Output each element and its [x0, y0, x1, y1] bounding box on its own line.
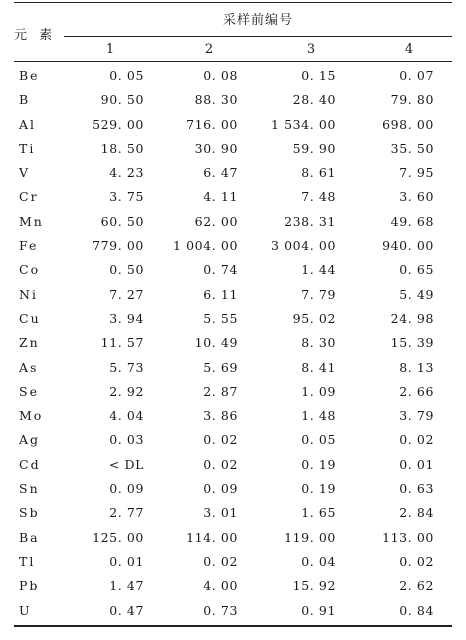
value-cell-sample-4: 0. 84	[399, 602, 434, 618]
value-cell-sample-3: 0. 19	[301, 481, 336, 497]
table-row	[14, 331, 452, 355]
value-cell-sample-4: 0. 07	[399, 68, 434, 83]
value-cell-sample-1: 4. 23	[109, 165, 144, 181]
element-symbol: Al	[19, 116, 37, 132]
element-symbol: Cu	[19, 310, 41, 326]
value-cell-sample-3: 1 534. 00	[270, 116, 336, 132]
table-row	[14, 258, 452, 282]
element-symbol: Pb	[19, 578, 40, 594]
value-cell-sample-1: 3. 94	[109, 310, 144, 326]
table-row	[14, 88, 452, 112]
table-row	[14, 113, 452, 137]
column-header-3: 3	[306, 42, 316, 57]
value-cell-sample-1: 125. 00	[92, 529, 144, 545]
table-row	[14, 185, 452, 209]
value-cell-sample-3: 8. 41	[301, 359, 336, 375]
value-cell-sample-4: 8. 13	[399, 359, 434, 375]
value-cell-sample-4: 24. 98	[390, 310, 434, 326]
element-symbol: As	[19, 359, 39, 375]
group-header-rule	[64, 36, 452, 37]
table-row	[14, 356, 452, 380]
column-header-1: 1	[105, 42, 115, 57]
table-row	[14, 161, 452, 185]
value-cell-sample-2: 0. 02	[203, 553, 238, 569]
value-cell-sample-1: 4. 04	[109, 408, 144, 424]
value-cell-sample-1: 5. 73	[109, 359, 144, 375]
value-cell-sample-3: 1. 09	[301, 383, 336, 399]
value-cell-sample-2: 0. 09	[203, 481, 238, 497]
element-symbol: Fe	[19, 238, 39, 254]
value-cell-sample-2: 0. 08	[203, 68, 238, 83]
table-row	[14, 283, 452, 307]
value-cell-sample-2: 10. 49	[194, 335, 238, 351]
element-symbol: Sb	[19, 505, 40, 521]
value-cell-sample-1: 0. 05	[109, 68, 144, 83]
bottom-rule	[14, 625, 452, 627]
table-row	[14, 234, 452, 258]
table-row	[14, 501, 452, 525]
value-cell-sample-2: 0. 02	[203, 456, 238, 472]
value-cell-sample-1: 779. 00	[92, 238, 144, 254]
value-cell-sample-3: 7. 79	[301, 286, 336, 302]
element-column-header: 元 素	[14, 28, 57, 43]
element-symbol: B	[19, 92, 31, 108]
value-cell-sample-3: 0. 15	[301, 68, 336, 83]
value-cell-sample-1: 0. 09	[109, 481, 144, 497]
value-cell-sample-1: 0. 50	[109, 262, 144, 278]
value-cell-sample-4: 2. 62	[399, 578, 434, 594]
value-cell-sample-4: 113. 00	[382, 529, 434, 545]
value-cell-sample-2: 62. 00	[194, 213, 238, 229]
value-cell-sample-4: 0. 63	[399, 481, 434, 497]
value-cell-sample-4: 0. 65	[399, 262, 434, 278]
value-cell-sample-3: 1. 48	[301, 408, 336, 424]
value-cell-sample-1: 0. 01	[109, 553, 144, 569]
value-cell-sample-4: 0. 02	[399, 432, 434, 448]
value-cell-sample-1: 2. 92	[109, 383, 144, 399]
value-cell-sample-3: 238. 31	[284, 213, 336, 229]
value-cell-sample-2: 5. 55	[203, 310, 238, 326]
column-header-4: 4	[404, 42, 414, 57]
value-cell-sample-4: 2. 66	[399, 383, 434, 399]
element-symbol: Cr	[19, 189, 39, 205]
value-cell-sample-4: 0. 02	[399, 553, 434, 569]
value-cell-sample-1: 11. 57	[100, 335, 144, 351]
table-row	[14, 307, 452, 331]
element-symbol: Sn	[19, 481, 40, 497]
value-cell-sample-4: 49. 68	[390, 213, 434, 229]
element-symbol: Zn	[19, 335, 40, 351]
element-symbol: Be	[19, 68, 40, 83]
value-cell-sample-4: 5. 49	[399, 286, 434, 302]
table-row	[14, 64, 452, 88]
element-symbol: Mn	[19, 213, 44, 229]
value-cell-sample-3: 8. 61	[301, 165, 336, 181]
value-cell-sample-4: 35. 50	[390, 140, 434, 156]
value-cell-sample-1: < DL	[108, 456, 144, 472]
table-row	[14, 428, 452, 452]
value-cell-sample-1: 1. 47	[109, 578, 144, 594]
value-cell-sample-2: 4. 11	[203, 189, 238, 205]
top-rule	[14, 2, 452, 3]
value-cell-sample-4: 7. 95	[399, 165, 434, 181]
value-cell-sample-3: 7. 48	[301, 189, 336, 205]
column-header-2: 2	[204, 42, 214, 57]
table-row	[14, 404, 452, 428]
value-cell-sample-3: 15. 92	[292, 578, 336, 594]
value-cell-sample-4: 15. 39	[390, 335, 434, 351]
value-cell-sample-1: 7. 27	[109, 286, 144, 302]
value-cell-sample-1: 529. 00	[92, 116, 144, 132]
value-cell-sample-3: 0. 04	[301, 553, 336, 569]
value-cell-sample-1: 60. 50	[100, 213, 144, 229]
value-cell-sample-4: 2. 84	[399, 505, 434, 521]
value-cell-sample-2: 3. 01	[203, 505, 238, 521]
value-cell-sample-4: 3. 79	[399, 408, 434, 424]
value-cell-sample-1: 3. 75	[109, 189, 144, 205]
value-cell-sample-2: 5. 69	[203, 359, 238, 375]
table-row	[14, 477, 452, 501]
element-symbol: Ba	[19, 529, 40, 545]
value-cell-sample-2: 0. 73	[203, 602, 238, 618]
value-cell-sample-1: 18. 50	[100, 140, 144, 156]
value-cell-sample-1: 0. 03	[109, 432, 144, 448]
value-cell-sample-4: 698. 00	[382, 116, 434, 132]
table-row	[14, 380, 452, 404]
table-row	[14, 453, 452, 477]
value-cell-sample-2: 716. 00	[186, 116, 238, 132]
value-cell-sample-2: 114. 00	[186, 529, 238, 545]
value-cell-sample-2: 88. 30	[194, 92, 238, 108]
value-cell-sample-3: 95. 02	[292, 310, 336, 326]
table-row	[14, 210, 452, 234]
value-cell-sample-3: 3 004. 00	[270, 238, 336, 254]
element-symbol: V	[19, 165, 31, 181]
value-cell-sample-2: 4. 00	[203, 578, 238, 594]
value-cell-sample-3: 0. 05	[301, 432, 336, 448]
element-symbol: Mo	[19, 408, 44, 424]
value-cell-sample-1: 0. 47	[109, 602, 144, 618]
value-cell-sample-4: 79. 80	[390, 92, 434, 108]
table-row	[14, 550, 452, 574]
value-cell-sample-3: 0. 19	[301, 456, 336, 472]
value-cell-sample-3: 0. 91	[301, 602, 336, 618]
value-cell-sample-2: 6. 11	[203, 286, 238, 302]
element-symbol: U	[19, 602, 32, 618]
value-cell-sample-3: 119. 00	[284, 529, 336, 545]
value-cell-sample-3: 1. 44	[301, 262, 336, 278]
value-cell-sample-1: 90. 50	[100, 92, 144, 108]
value-cell-sample-2: 30. 90	[194, 140, 238, 156]
value-cell-sample-2: 2. 87	[203, 383, 238, 399]
value-cell-sample-4: 940. 00	[382, 238, 434, 254]
element-symbol: Ti	[19, 140, 36, 156]
value-cell-sample-3: 1. 65	[301, 505, 336, 521]
value-cell-sample-2: 3. 86	[203, 408, 238, 424]
table-row	[14, 574, 452, 598]
value-cell-sample-3: 28. 40	[292, 92, 336, 108]
sample-group-header: 采样前编号	[222, 13, 293, 28]
table-row	[14, 526, 452, 550]
value-cell-sample-2: 0. 74	[203, 262, 238, 278]
element-symbol: Se	[19, 383, 39, 399]
table-row	[14, 599, 452, 623]
value-cell-sample-2: 6. 47	[203, 165, 238, 181]
element-symbol: Ag	[19, 432, 41, 448]
header-rule	[14, 61, 452, 62]
value-cell-sample-4: 3. 60	[399, 189, 434, 205]
element-symbol: Ni	[19, 286, 38, 302]
value-cell-sample-3: 8. 30	[301, 335, 336, 351]
value-cell-sample-4: 0. 01	[399, 456, 434, 472]
value-cell-sample-2: 0. 02	[203, 432, 238, 448]
element-symbol: Tl	[19, 553, 36, 569]
element-symbol: Cd	[19, 456, 41, 472]
element-symbol: Co	[19, 262, 41, 278]
table-row	[14, 137, 452, 161]
value-cell-sample-1: 2. 77	[109, 505, 144, 521]
table-body	[14, 64, 452, 623]
value-cell-sample-2: 1 004. 00	[172, 238, 238, 254]
value-cell-sample-3: 59. 90	[292, 140, 336, 156]
